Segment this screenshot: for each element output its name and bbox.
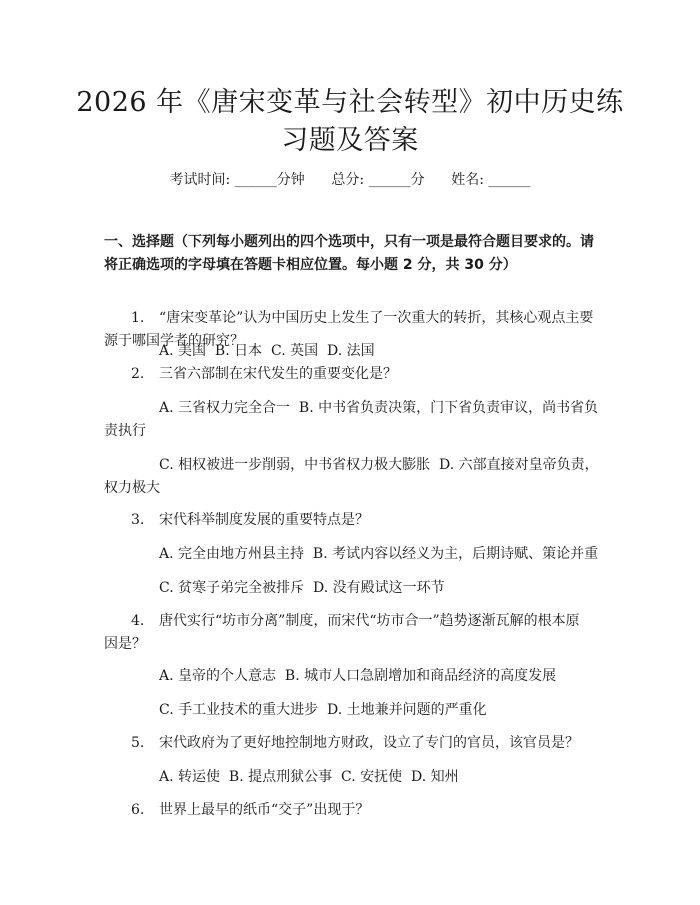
question-2-options-line-2: 责执行 bbox=[104, 423, 146, 439]
question-2-number: 2. bbox=[131, 366, 145, 382]
question-3-stem-line-1: 宋代科举制度发展的重要特点是？ bbox=[159, 512, 369, 528]
question-2-options-line-1: A. 三省权力完全合一 B. 中书省负责决策，门下省负责审议，尚书省负 bbox=[159, 400, 599, 416]
question-3-options-line-2: C. 贫寒子弟完全被排斥 D. 没有殿试这一环节 bbox=[159, 580, 445, 596]
question-2-options-line-3: C. 相权被进一步削弱，中书省权力极大膨胀 D. 六部直接对皇帝负责， bbox=[159, 457, 599, 473]
question-5-stem-line-1: 宋代政府为了更好地控制地方财政，设立了专门的官员，该官员是？ bbox=[159, 735, 579, 751]
question-4-stem-line-1: 唐代实行“坊市分离”制度，而宋代“坊市合一”趋势逐渐瓦解的根本原 bbox=[159, 613, 580, 629]
document-title-line-2: 习题及答案 bbox=[281, 125, 419, 156]
question-5-options-line-1: A. 转运使 B. 提点刑狱公事 C. 安抚使 D. 知州 bbox=[159, 769, 459, 785]
question-1-number: 1. bbox=[131, 310, 145, 326]
question-1-stem-line-1: “唐宋变革论”认为中国历史上发生了一次重大的转折，其核心观点主要 bbox=[159, 310, 594, 326]
question-3-options-line-1: A. 完全由地方州县主持 B. 考试内容以经义为主，后期诗赋、策论并重 bbox=[159, 546, 599, 562]
document-title bbox=[60, 84, 640, 160]
exam-meta-info: 考试时间: ______分钟 总分: ______分 姓名: ______ bbox=[169, 172, 531, 188]
document-title-line-1: 2026 年《唐宋变革与社会转型》初中历史练 bbox=[76, 87, 624, 118]
section-heading-multiple-choice: 一、选择题（下列每小题列出的四个选项中，只有一项是最符合题目要求的。请将正确选项的字母填在答题卡相应位置。每小题 2 分，共 30 分） bbox=[104, 234, 594, 273]
question-2-options-line-4: 权力极大 bbox=[104, 480, 160, 496]
question-4-stem-line-2: 因是？ bbox=[104, 636, 146, 652]
question-4-number: 4. bbox=[131, 613, 145, 629]
question-5-number: 5. bbox=[131, 735, 145, 751]
question-1-options-line-1: A. 美国 B. 日本 C. 英国 D. 法国 bbox=[159, 343, 375, 359]
question-6-number: 6. bbox=[131, 802, 145, 818]
question-3-number: 3. bbox=[131, 512, 145, 528]
question-2-stem-line-1: 三省六部制在宋代发生的重要变化是？ bbox=[159, 366, 397, 382]
question-1-stem-line-2: 源于哪国学者的研究？ bbox=[104, 333, 244, 349]
question-4-options-line-2: C. 手工业技术的重大进步 D. 土地兼并问题的严重化 bbox=[159, 702, 487, 718]
question-6-stem-line-1: 世界上最早的纸币“交子”出现于？ bbox=[159, 802, 370, 818]
question-4-options-line-1: A. 皇帝的个人意志 B. 城市人口急剧增加和商品经济的高度发展 bbox=[159, 668, 557, 684]
